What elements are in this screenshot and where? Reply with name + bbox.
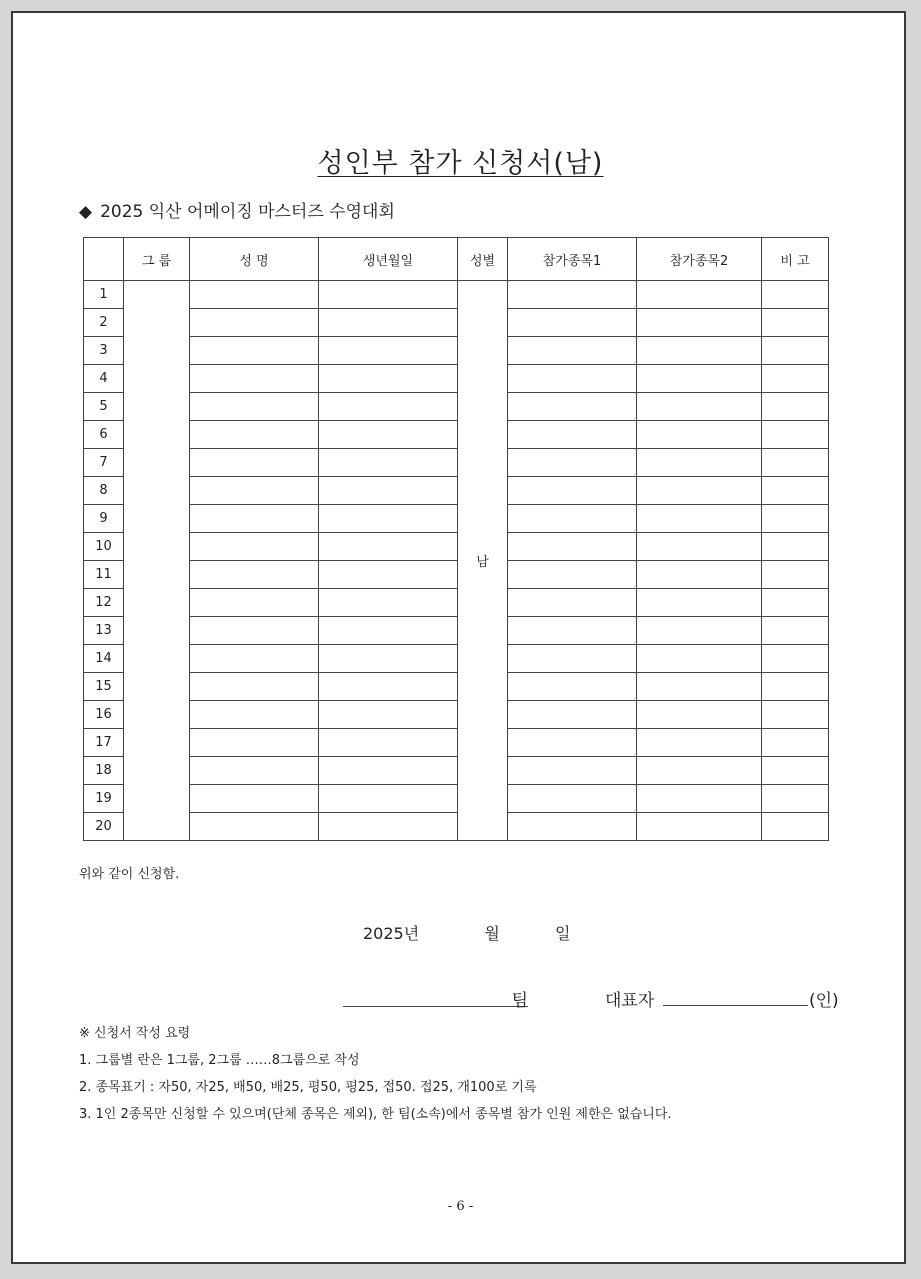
date-year: 2025년	[363, 924, 420, 943]
event2-cell[interactable]	[637, 617, 762, 645]
table-row	[84, 701, 829, 729]
diamond-bullet-icon: ◆	[79, 202, 93, 222]
event1-cell[interactable]	[508, 785, 637, 813]
name-cell[interactable]	[190, 421, 319, 449]
name-cell[interactable]	[190, 309, 319, 337]
event1-cell[interactable]	[508, 505, 637, 533]
event2-cell[interactable]	[637, 533, 762, 561]
name-cell[interactable]	[190, 645, 319, 673]
birthdate-cell[interactable]	[319, 589, 458, 617]
birthdate-cell[interactable]	[319, 729, 458, 757]
name-cell[interactable]	[190, 589, 319, 617]
row-number: 10	[84, 533, 124, 561]
representative-name-field[interactable]	[663, 1005, 808, 1006]
name-cell[interactable]	[190, 365, 319, 393]
event1-cell[interactable]	[508, 337, 637, 365]
row-number: 1	[84, 281, 124, 309]
event2-cell[interactable]	[637, 561, 762, 589]
birthdate-cell[interactable]	[319, 449, 458, 477]
remarks-cell[interactable]	[762, 813, 829, 841]
representative-label: 대표자	[605, 991, 655, 1011]
event1-cell[interactable]	[508, 645, 637, 673]
event2-cell[interactable]	[637, 813, 762, 841]
remarks-cell[interactable]	[762, 477, 829, 505]
name-cell[interactable]	[190, 561, 319, 589]
page-title	[13, 141, 908, 180]
birthdate-cell[interactable]	[319, 365, 458, 393]
event2-cell[interactable]	[637, 365, 762, 393]
birthdate-cell[interactable]	[319, 757, 458, 785]
header-number	[84, 238, 124, 281]
title-text: 성인부 참가 신청서(남)	[317, 148, 604, 179]
event2-cell[interactable]	[637, 309, 762, 337]
birthdate-cell[interactable]	[319, 673, 458, 701]
remarks-cell[interactable]	[762, 421, 829, 449]
row-number: 14	[84, 645, 124, 673]
row-number: 9	[84, 505, 124, 533]
table-row	[84, 617, 829, 645]
group-cell[interactable]	[124, 281, 190, 841]
date-day: 일	[555, 924, 571, 943]
table-row	[84, 589, 829, 617]
header-name: 성 명	[190, 238, 319, 281]
event2-cell[interactable]	[637, 421, 762, 449]
table-row	[84, 645, 829, 673]
table-row	[84, 365, 829, 393]
birthdate-cell[interactable]	[319, 785, 458, 813]
name-cell[interactable]	[190, 785, 319, 813]
event2-cell[interactable]	[637, 505, 762, 533]
header-event1: 참가종목1	[508, 238, 637, 281]
birthdate-cell[interactable]	[319, 421, 458, 449]
event1-cell[interactable]	[508, 309, 637, 337]
row-number: 17	[84, 729, 124, 757]
event2-cell[interactable]	[637, 757, 762, 785]
table-row	[84, 505, 829, 533]
header-birthdate: 생년월일	[319, 238, 458, 281]
remarks-cell[interactable]	[762, 701, 829, 729]
row-number: 18	[84, 757, 124, 785]
event-name: 2025 익산 어메이징 마스터즈 수영대회	[100, 202, 395, 222]
remarks-cell[interactable]	[762, 533, 829, 561]
birthdate-cell[interactable]	[319, 337, 458, 365]
event1-cell[interactable]	[508, 449, 637, 477]
birthdate-cell[interactable]	[319, 477, 458, 505]
event1-cell[interactable]	[508, 281, 637, 309]
event2-cell[interactable]	[637, 673, 762, 701]
birthdate-cell[interactable]	[319, 309, 458, 337]
document-page	[11, 11, 906, 1264]
name-cell[interactable]	[190, 729, 319, 757]
gender-cell: 남	[458, 281, 508, 841]
event2-cell[interactable]	[637, 449, 762, 477]
instruction-item: 2. 종목표기 : 자50, 자25, 배50, 배25, 평50, 평25, 접50. 접25, 개100로 기록	[79, 1080, 537, 1095]
name-cell[interactable]	[190, 281, 319, 309]
header-remarks: 비 고	[762, 238, 829, 281]
event1-cell[interactable]	[508, 589, 637, 617]
remarks-cell[interactable]	[762, 589, 829, 617]
event1-cell[interactable]	[508, 813, 637, 841]
row-number: 2	[84, 309, 124, 337]
instruction-item: 3. 1인 2종목만 신청할 수 있으며(단체 종목은 제외), 한 팀(소속)에서 종목별 참가 인원 제한은 없습니다.	[79, 1107, 672, 1122]
remarks-cell[interactable]	[762, 365, 829, 393]
birthdate-cell[interactable]	[319, 281, 458, 309]
birthdate-cell[interactable]	[319, 505, 458, 533]
event2-cell[interactable]	[637, 701, 762, 729]
row-number: 7	[84, 449, 124, 477]
birthdate-cell[interactable]	[319, 617, 458, 645]
event1-cell[interactable]	[508, 561, 637, 589]
name-cell[interactable]	[190, 477, 319, 505]
event1-cell[interactable]	[508, 673, 637, 701]
remarks-cell[interactable]	[762, 337, 829, 365]
birthdate-cell[interactable]	[319, 393, 458, 421]
remarks-cell[interactable]	[762, 785, 829, 813]
event1-cell[interactable]	[508, 701, 637, 729]
table-row	[84, 673, 829, 701]
name-cell[interactable]	[190, 757, 319, 785]
table-header-row	[84, 238, 829, 281]
row-number: 8	[84, 477, 124, 505]
name-cell[interactable]	[190, 449, 319, 477]
name-cell[interactable]	[190, 701, 319, 729]
table-row	[84, 477, 829, 505]
birthdate-cell[interactable]	[319, 701, 458, 729]
name-cell[interactable]	[190, 337, 319, 365]
header-event2: 참가종목2	[637, 238, 762, 281]
name-cell[interactable]	[190, 505, 319, 533]
birthdate-cell[interactable]	[319, 561, 458, 589]
event1-cell[interactable]	[508, 421, 637, 449]
table-row	[84, 449, 829, 477]
event1-cell[interactable]	[508, 533, 637, 561]
row-number: 16	[84, 701, 124, 729]
row-number: 4	[84, 365, 124, 393]
row-number: 3	[84, 337, 124, 365]
team-label: 팀	[511, 991, 528, 1011]
event2-cell[interactable]	[637, 785, 762, 813]
row-number: 15	[84, 673, 124, 701]
table-row	[84, 421, 829, 449]
name-cell[interactable]	[190, 393, 319, 421]
header-gender: 성별	[458, 238, 508, 281]
instruction-item: 1. 그룹별 란은 1그룹, 2그룹 ……8그룹으로 작성	[79, 1053, 360, 1068]
table-row	[84, 281, 829, 309]
remarks-cell[interactable]	[762, 449, 829, 477]
row-number: 5	[84, 393, 124, 421]
table-row	[84, 393, 829, 421]
birthdate-cell[interactable]	[319, 533, 458, 561]
event1-cell[interactable]	[508, 365, 637, 393]
table-row	[84, 309, 829, 337]
page-number: - 6 -	[447, 1199, 474, 1214]
remarks-cell[interactable]	[762, 617, 829, 645]
remarks-cell[interactable]	[762, 309, 829, 337]
row-number: 20	[84, 813, 124, 841]
event2-cell[interactable]	[637, 477, 762, 505]
instructions	[79, 1020, 672, 1128]
declaration-text: 위와 같이 신청함.	[79, 867, 180, 882]
remarks-cell[interactable]	[762, 561, 829, 589]
row-number: 6	[84, 421, 124, 449]
birthdate-cell[interactable]	[319, 645, 458, 673]
event1-cell[interactable]	[508, 477, 637, 505]
date-line	[363, 921, 571, 944]
table-row	[84, 533, 829, 561]
row-number: 12	[84, 589, 124, 617]
header-group: 그 룹	[124, 238, 190, 281]
remarks-cell[interactable]	[762, 505, 829, 533]
event1-cell[interactable]	[508, 757, 637, 785]
event1-cell[interactable]	[508, 617, 637, 645]
table-row	[84, 561, 829, 589]
birthdate-cell[interactable]	[319, 813, 458, 841]
name-cell[interactable]	[190, 673, 319, 701]
row-number: 19	[84, 785, 124, 813]
row-number: 11	[84, 561, 124, 589]
event1-cell[interactable]	[508, 393, 637, 421]
table-row	[84, 757, 829, 785]
event2-cell[interactable]	[637, 589, 762, 617]
remarks-cell[interactable]	[762, 393, 829, 421]
table-row	[84, 813, 829, 841]
table-row	[84, 729, 829, 757]
row-number: 13	[84, 617, 124, 645]
table-row	[84, 785, 829, 813]
remarks-cell[interactable]	[762, 645, 829, 673]
name-cell[interactable]	[190, 533, 319, 561]
name-cell[interactable]	[190, 617, 319, 645]
table-row	[84, 337, 829, 365]
event1-cell[interactable]	[508, 729, 637, 757]
event-subtitle	[79, 197, 395, 222]
remarks-cell[interactable]	[762, 281, 829, 309]
event2-cell[interactable]	[637, 281, 762, 309]
name-cell[interactable]	[190, 813, 319, 841]
remarks-cell[interactable]	[762, 673, 829, 701]
event2-cell[interactable]	[637, 729, 762, 757]
registration-table	[83, 237, 829, 841]
date-month: 월	[484, 924, 500, 943]
event2-cell[interactable]	[637, 645, 762, 673]
remarks-cell[interactable]	[762, 757, 829, 785]
event2-cell[interactable]	[637, 337, 762, 365]
team-name-field[interactable]	[343, 986, 528, 1011]
instructions-heading: ※ 신청서 작성 요령	[79, 1026, 191, 1041]
remarks-cell[interactable]	[762, 729, 829, 757]
event2-cell[interactable]	[637, 393, 762, 421]
seal-label: (인)	[809, 991, 839, 1011]
